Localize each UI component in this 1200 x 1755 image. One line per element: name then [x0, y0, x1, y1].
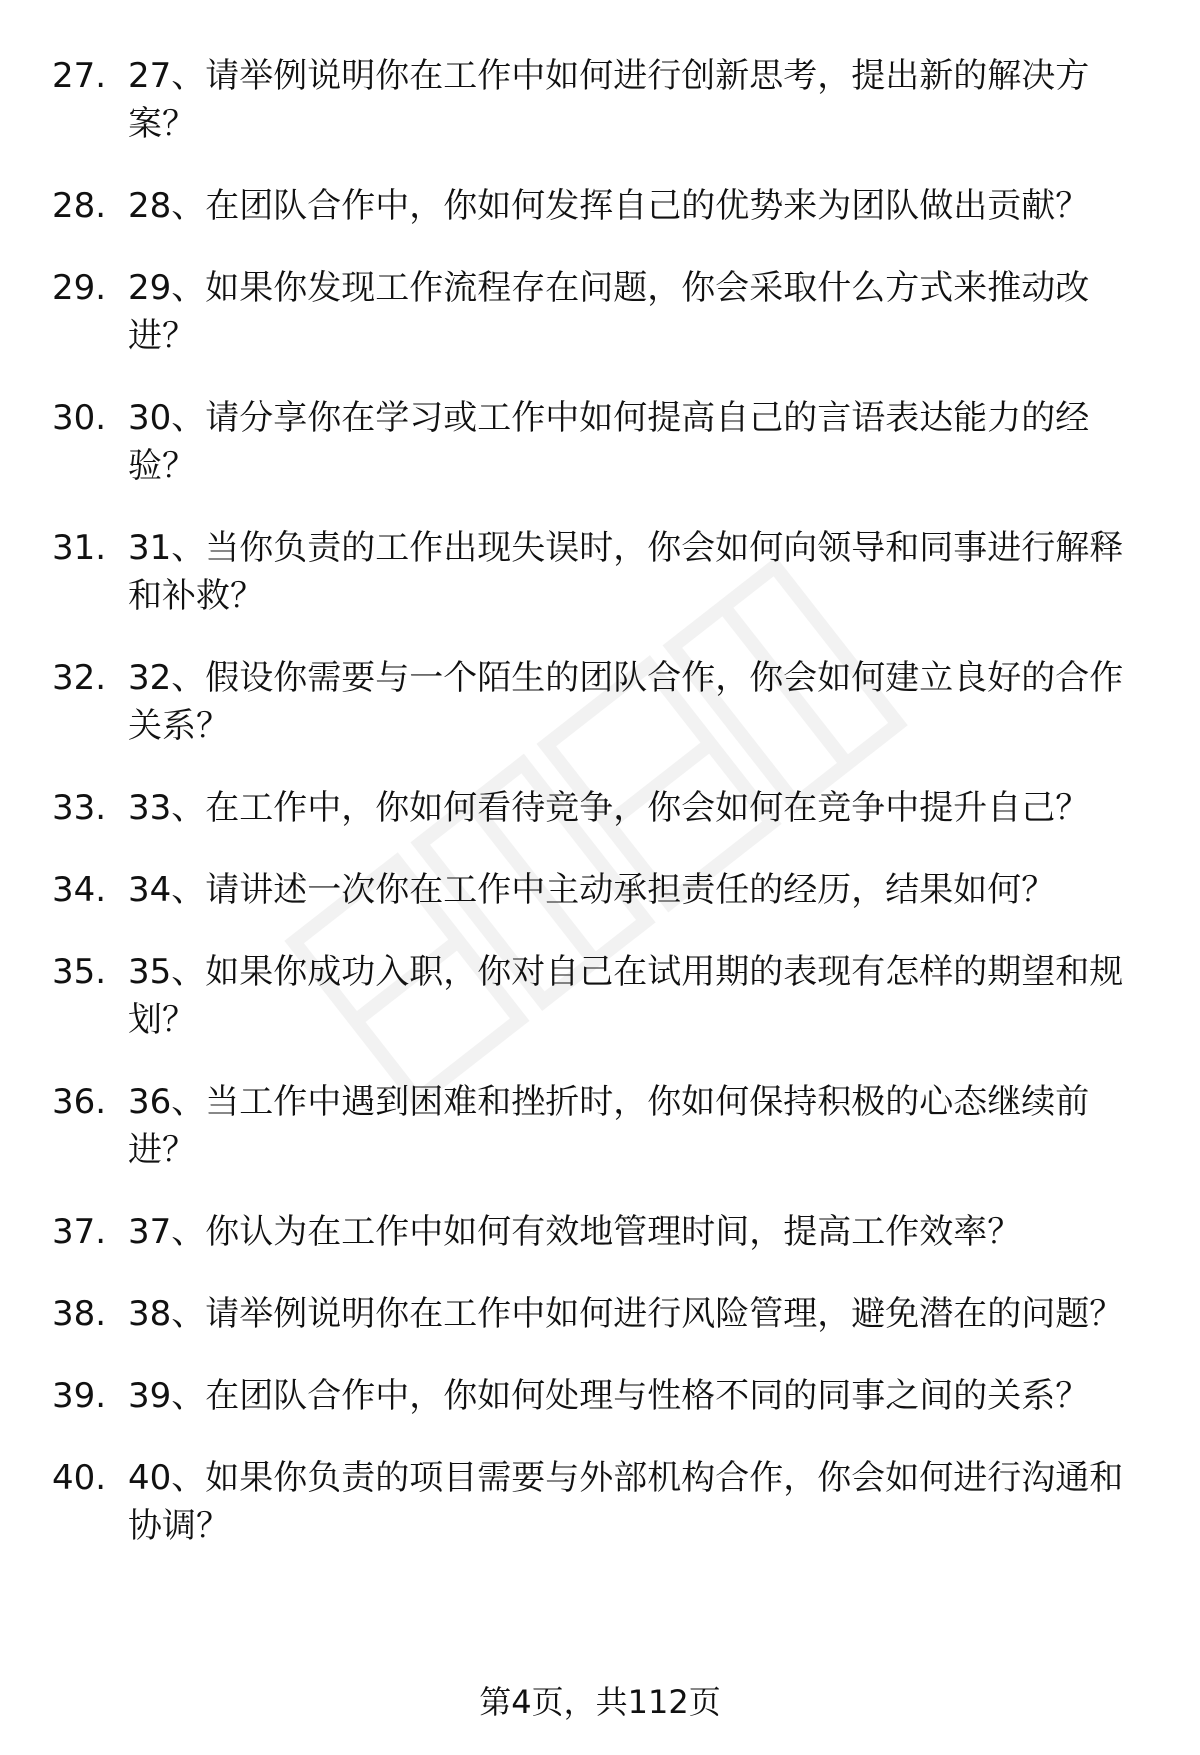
question-text: 28、在团队合作中，你如何发挥自己的优势来为团队做出贡献？ — [128, 186, 1090, 226]
list-item — [0, 394, 1200, 490]
question-text: 33、在工作中，你如何看待竞争，你会如何在竞争中提升自己？ — [128, 788, 1090, 828]
question-text: 40、如果你负责的项目需要与外部机构合作，你会如何进行沟通和协调？ — [128, 1458, 1124, 1546]
list-item — [0, 1372, 1200, 1420]
list-item — [0, 1454, 1200, 1550]
list-item — [0, 654, 1200, 750]
question-text: 30、请分享你在学习或工作中如何提高自己的言语表达能力的经验？ — [128, 398, 1090, 486]
question-text: 34、请讲述一次你在工作中主动承担责任的经历，结果如何？ — [128, 870, 1056, 910]
question-text: 29、如果你发现工作流程存在问题，你会采取什么方式来推动改进？ — [128, 268, 1090, 356]
list-item — [0, 1208, 1200, 1256]
list-item — [0, 948, 1200, 1044]
question-number: 35. — [52, 952, 107, 992]
question-number: 40. — [52, 1458, 107, 1498]
question-text: 39、在团队合作中，你如何处理与性格不同的同事之间的关系？ — [128, 1376, 1090, 1416]
question-text: 37、你认为在工作中如何有效地管理时间，提高工作效率？ — [128, 1212, 1022, 1252]
question-list — [0, 52, 1200, 1584]
question-number: 33. — [52, 788, 107, 828]
question-text: 35、如果你成功入职，你对自己在试用期的表现有怎样的期望和规划？ — [128, 952, 1124, 1040]
list-item — [0, 52, 1200, 148]
question-text: 36、当工作中遇到困难和挫折时，你如何保持积极的心态继续前进？ — [128, 1082, 1090, 1170]
question-number: 30. — [52, 398, 107, 438]
question-number: 28. — [52, 186, 107, 226]
question-number: 29. — [52, 268, 107, 308]
page-footer: 第4页，共112页 — [479, 1683, 721, 1721]
question-number: 32. — [52, 658, 107, 698]
question-number: 27. — [52, 56, 107, 96]
list-item — [0, 866, 1200, 914]
list-item — [0, 264, 1200, 360]
question-text: 27、请举例说明你在工作中如何进行创新思考，提出新的解决方案？ — [128, 56, 1090, 144]
question-number: 34. — [52, 870, 107, 910]
list-item — [0, 1078, 1200, 1174]
question-number: 37. — [52, 1212, 107, 1252]
question-number: 39. — [52, 1376, 107, 1416]
question-text: 38、请举例说明你在工作中如何进行风险管理，避免潜在的问题？ — [128, 1294, 1124, 1334]
question-number: 36. — [52, 1082, 107, 1122]
question-text: 31、当你负责的工作出现失误时，你会如何向领导和同事进行解释和补救？ — [128, 528, 1124, 616]
list-item — [0, 182, 1200, 230]
question-number: 31. — [52, 528, 107, 568]
question-text: 32、假设你需要与一个陌生的团队合作，你会如何建立良好的合作关系？ — [128, 658, 1124, 746]
list-item — [0, 524, 1200, 620]
list-item — [0, 1290, 1200, 1338]
list-item — [0, 784, 1200, 832]
question-number: 38. — [52, 1294, 107, 1334]
